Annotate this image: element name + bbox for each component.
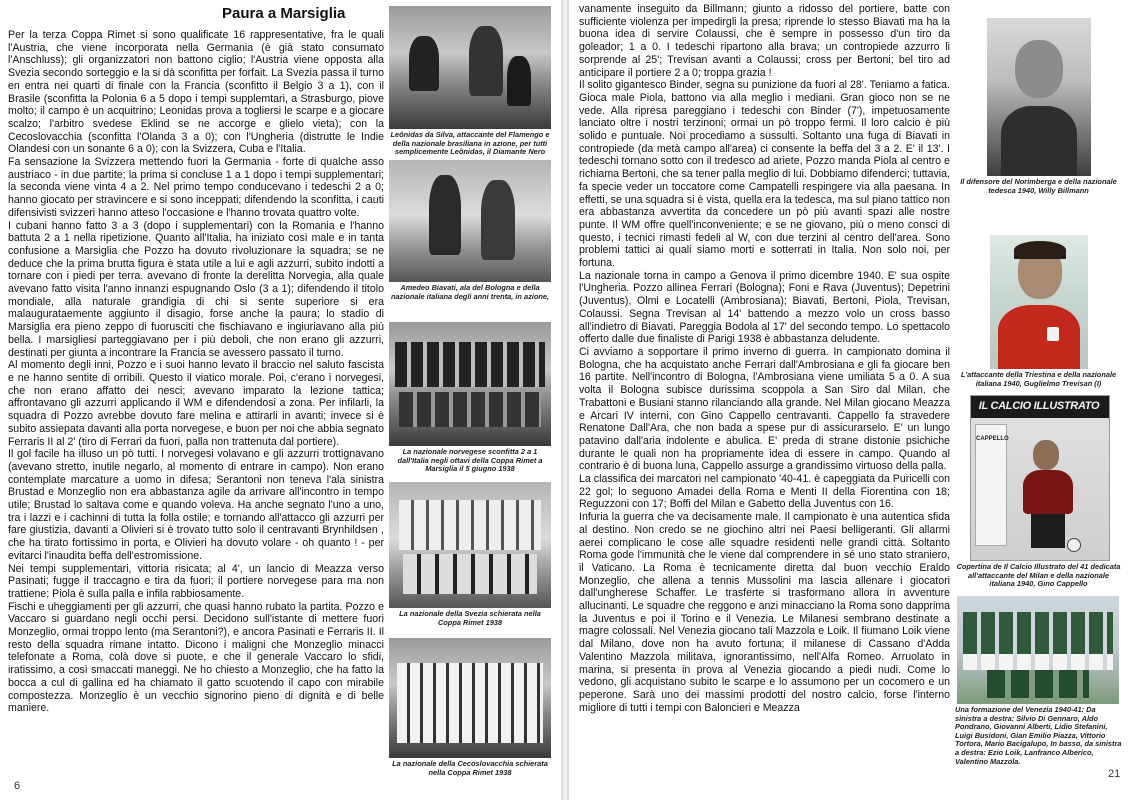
caption-venezia-team: Una formazione del Venezia 1940-41: Da sinistra a destra: Silvio Di Gennaro, Aldo Pondrano, Giovanni Alberti, Lidio Stefanini, Luigi Busidoni, Gian Emilio Piazza, Vittorio Tortora, Mario Bacigalupo, In basso, da sinistra a destra: Ezio Loik, Lanfranco Alberico, Valentino Mazzola. bbox=[955, 705, 1122, 766]
magazine-title: IL CALCIO ILLUSTRATO bbox=[978, 400, 1100, 412]
caption-czech-team: La nazionale della Cecoslovacchia schierata nella Coppa Rimet 1938 bbox=[392, 759, 548, 777]
figure-magazine-cover bbox=[955, 395, 1122, 589]
caption-trevisan: L'attaccante della Triestina e della nazionale italiana 1940, Guglielmo Trevisan (I) bbox=[960, 370, 1117, 388]
paragraph: Nei tempi supplementari, vittoria risicata; al 4', un lancio di Meazza verso Pasinati; fugge il traccagno e tira da fuori; il portiere norvegese para ma non trattiene; Piola è sulla palla e infila rabbiosamente. bbox=[8, 562, 384, 600]
figure-sweden-team bbox=[389, 482, 551, 627]
paragraph: vanamente inseguito da Billmann; giunto a ridosso del portiere, batte con sufficiente violenza per impedirgli la presa; riprende lo stesso Biavati ma ha la buona idea di servire Colaussi, che è sempre in possesso d'un tiro da goleador; 1 a 0. I tedeschi ripartono alla brava; un contropiede azzurro li sorprende al 25'; Trevisan avanti a Colaussi; cross per Bertoni; bel tiro ad anticipare il portiere 2 a 0; troppa grazia ! bbox=[579, 3, 950, 79]
caption-magazine-cover: Copertina de Il Calcio Illustrato del 41 dedicata all'attaccante del Milan e della nazionale italiana 1940, Gino Cappello bbox=[956, 562, 1121, 589]
left-article-body bbox=[8, 29, 384, 791]
photo-billmann bbox=[987, 18, 1091, 176]
photo-sweden-team bbox=[389, 482, 551, 608]
figure-leonidas bbox=[389, 6, 551, 157]
page-gutter bbox=[561, 0, 569, 800]
paragraph: Fischi e uheggiamenti per gli azzurri, che quasi hanno rubato la partita. Pozzo e Vaccaro si guardano negli occhi persi. Decidono sull'istante di mettere fuori Monzeglio, ormai troppo lento (ma Serantoni?), e ancora Pasinati e Ferraris II. Il resto della squadra rimane intatto. Dicono i maligni che Monzeglio minacci telefonate a Roma, colà dove si puote, e che il generale Vaccaro lo sfidi, iratissimo, a così smaccati maneggi. Ne ho chiesto a Monzeglio, che ha fatto la bocca a cul di gallina ed ha chiamato il gatto scuotendo il capo con mirabile compostezza. Monzeglio è un vecchio signorino pieno di dignità e di belle maniere. bbox=[8, 600, 384, 715]
caption-sweden-team: La nazionale della Svezia schierata nella Coppa Rimet 1938 bbox=[399, 609, 541, 627]
photo-trevisan bbox=[990, 235, 1088, 369]
caption-biavati: Amedeo Biavati, ala del Bologna e della nazionale italiana degli anni trenta, in azione, bbox=[390, 283, 550, 301]
paragraph: Al momento degli inni, Pozzo e i suoi hanno levato il braccio nel saluto fascista e ne hanno sentite di orribili. Questo il viatico morale. Poi, c'erano i norvegesi, che non erano affatto dei nesci; avevano imparato la lezione tattica; affrontavano gli azzurri applicando il WM e difendendosi a zona. Per infilarli, la squadra di Pozzo avrebbe dovuto fare melina e attirarli in avanti; invece si è subito assiepata davanti alla porta norvegese, e buon per noi che abbia segnato Ferraris II al 2' (tiro di Ferrari da fuori, palla non trattenuta dal portiere). bbox=[8, 359, 384, 448]
magazine-cover-name: CAPPELLO bbox=[976, 436, 1009, 442]
caption-norway-team: La nazionale norvegese sconfitta 2 a 1 dall'Italia negli ottavi della Coppa Rimet a Marsiglia il 5 giugno 1938 bbox=[397, 447, 543, 474]
article-title: Paura a Marsiglia bbox=[222, 5, 346, 22]
figure-norway-team bbox=[389, 322, 551, 474]
caption-billmann: Il difensore del Norimberga e della nazionale tedesca 1940, Willy Billmann bbox=[960, 177, 1117, 195]
paragraph: Per la terza Coppa Rimet si sono qualificate 16 rappresentative, fra le quali l'Austria, che viene incorporata nella Germania (è già stato consumato l'Anschluss); gli organizzatori non battono ciglio; l'Austria viene opposta alla Svezia secondo sorteggio e la si dà sconfitta per forfait. La Svezia passa il turno en entra nei quarti di finale con la Francia (sconfitto il Belgio 3 a 1), con il Brasile (sconfitta la Polonia 6 a 5 dopo i tempi supplemtari, a Strasburgo, piove molto; il campo è un acquitrino; Leonidas prova a togliersi le scarpe e a giocare scalzo; l'arbitro svedese Eklind se ne accorge e glielo vieta); con la Cecoslovacchia (sconfitta l'Olanda 3 a 0); con l'Ungheria (distrutte le Indie Olandesi con un sonante 6 a 0); con la Svizzera, Cuba e l'Italia. bbox=[8, 29, 384, 156]
magazine-cover bbox=[970, 395, 1110, 561]
paragraph: Fa sensazione la Svizzera mettendo fuori la Germania - forte di qualche asso austriaco - in due partite; la prima si concluse 1 a 1 dopo i tempi supplementari; la seconda viene vinta 4 a 2. Nel primo tempo conducevano i tedeschi 2 a 0; hanno giocato per stravincere e si sono inceppati; difendendo la sconfitta, i cauti difensivisti svizzeri hanno atteso l'occasione e l'hanno trovata quattro volte. bbox=[8, 156, 384, 219]
paragraph: La classifica dei marcatori nel campionato '40-41. è capeggiata da Puricelli con 22 gol; lo seguono Amadei della Roma e Menti II della Fiorentina con 18; Reguzzoni con 17; Boffi del Milan e Gabetto della Juventus con 16. bbox=[579, 473, 950, 511]
page-number: 21 bbox=[1108, 768, 1121, 780]
right-article-body bbox=[579, 3, 950, 783]
paragraph: Il solito gigantesco Binder, segna su punizione da fuori al 28'. Teniamo a fatica. Gioca male Piola, battono via alla meglio i mediani. Gran gioco non se ne vede. Alla ripresa pareggiano i tedeschi con Binder (7'), impetuosamente lanciato oltre i nostri terzinoni; ormai un pò troppo fermi. Il loro calcio è più solido e puntuale. Noi procediamo a sussulti. Soltanto una fuga di Biavati in contropiede (da metà campo all'area) ci consente la beffa del 3 a 2. E' il 13'. I tedeschi tornano sotto con il tredesco ad ariete, Pozzo manda Piola al centro e richiama Bertoni, che sa tener palla meglio di lui. Dobbiamo difenderci; tuttavia, fa specie veder un toccatore come Campatelli respingere via alla paesana. In effetti, se una squadra si è vista, quella era la tedesca, ma sul piano tattico non era abbastanza avvertita da concedere un pò più avanti spazi alle nostre punte. Il WM offre quell'inconveniente; e se ne giovano, più o meno consci di questo, i tecnici rimasti fedeli al W, con due terzini al centro dell'area. Sono problemi tattici ai quali siamo morti e sotterrati in Italia. Non solo noi, per fortuna. bbox=[579, 79, 950, 270]
figure-trevisan bbox=[955, 235, 1122, 388]
photo-leonidas bbox=[389, 6, 551, 129]
paragraph: Ci avviamo a sopportare il primo inverno di guerra. In campionato domina il Bologna, che ha acquistato anche Ferrari dall'Ambrosiana e gli fa giocare ben 16 partite. Nell'incontro di Bologna, l'Ambrosiana viene umiliata 5 a 0. A sua volta il Bologna subisce durissima scoppola a San Siro dal Milan, che Trabattoni e Busiani stanno rilanciando alla grande. Nel Milan giocano Meazza e Arcari IV interni, con Gino Cappello centravanti. Cappello fa stravedere Renatone Dall'Ara, che non bada a spese pur di assicurarselo. E' un lungo patavino dall'aria indolente e abulica. E' preda di strane distonie psichiche durante le quali non ha propriamente idea di essere in campo. Quando al contrario è di buona luna, Cappello assurge a grandissimo virtuoso della palla. bbox=[579, 345, 950, 473]
caption-leonidas: Leônidas da Silva, attaccante del Flamengo e della nazionale brasiliana in azione, per tutti semplicemente Leônidas, il Diamante Nero bbox=[390, 130, 550, 157]
figure-venezia-team bbox=[955, 596, 1122, 766]
photo-norway-team bbox=[389, 322, 551, 446]
paragraph: Il gol facile ha illuso un pò tutti. I norvegesi volavano e gli azzurri trottignavano (avevano stretto, inutile negarlo, al momento di entrare in campo). Non erano contemplate marcature a uomo in difesa; Serantoni non teneva l'ala sinistra Brustad e Monzeglio non era abbastanza agile da arrivare all'incontro in tempo utile; Brustad lo saltava come e quando voleva. Ha anche segnato l'uno a uno, tra i lazzi e i cachinni di tutta la folla ostile; e tornando all'attacco gli azzurri per fare giustizia, davanti a Olivieri si è trovato tutto solo il centravanti Brynhildsen , che ha tirato fortissimo in porta, e Olivieri ha dovuto volare - oh quanto ! - per evitarci l'inaudita beffa dell'estromissione. bbox=[8, 448, 384, 562]
photo-venezia-team bbox=[957, 596, 1119, 704]
photo-biavati bbox=[389, 160, 551, 282]
page-number: 6 bbox=[14, 780, 21, 792]
figure-czech-team bbox=[389, 638, 551, 777]
paragraph: La nazionale torna in campo a Genova il primo dicembre 1940. E' sua ospite l'Ungheria. Pozzo allinea Ferrari (Bologna); Foni e Rava (Juventus); Depetrini (Juventus), Olmi e Locatelli (Ambrosiana); Biavati, Bertoni, Piola, Trevisan, Colaussi. Segna Trevisan al 14' battendo a mezzo volo un cross basso all'indietro di Biavati. Pareggia Bodola al 17' del secondo tempo. Lo spettacolo offerto dalle due finaliste di Parigi 1938 è abbastanza deludente. bbox=[579, 269, 950, 346]
figure-biavati bbox=[389, 160, 551, 301]
figure-billmann bbox=[955, 18, 1122, 195]
photo-czech-team bbox=[389, 638, 551, 758]
paragraph: Infuria la guerra che va decisamente male. Il campionato è una autentica sfida al destino. Non credo se ne giochino altri nei Paesi belligeranti. Gli allarmi aerei complicano le cose alle squadre residenti nelle grandi città. Soltanto Roma gode l'immunità che le viene dal comprendere in sé uno stato straniero, il Vaticano. La Roma è tecnicamente diretta dal buon vecchio Eraldo Monzeglio, che allena a tennis Mussolini ma lascia allenare i giocatori dall'ungherese Schaffer. Le trasferte si trasformano allora in avventure allucinanti. Le squadre che reggono e anzi minacciano la Roma sono dapprima la Juventus e poi il Torino e il Venezia. Le Milanesi sembrano destinate a magre colossali. Nel Venezia giocano tali Mazzola e Loik. Il fiumano Loik viene dal Milano, dove non ha avuto fortuna; il milanese di Cassano d'Adda Valentino Mazzola militava, ignorantissimo, nell'Alfa Romeo. Arruolato in marina, si presenta in prova al Venezia giocando a piedi nudi. Come lo vedono, gli acquistano subito le scarpe e lo assumono per un cocomero e un peperone. Sarà uno dei massimi prodotti del nostro calcio, forse l'interno migliore di tutti i tempi con Baloncieri e Meazza bbox=[579, 511, 951, 714]
left-page bbox=[0, 0, 561, 800]
right-page bbox=[569, 0, 1130, 800]
paragraph: I cubani hanno fatto 3 a 3 (dopo i supplementari) con la Romania e l'hanno battuta 2 a 1 nella ripetizione. Quanto all'Italia, ha iniziato così male e in tanta confusione a Marsiglia che Pozzo ha dovuto rivoluzionare la squadra; se ne deduce che la prima brutta figura è stata utile a lui e agli azzurri, subito indotti a tornare con i piedi per terra. avevano di fronte la derelitta Norvegia, alla quale avevano fatto visita l'anno innanzi espugnando Oslo (3 a 1); difendendo il titolo mondiale, alla naturale grandigia di chi si sente superiore si era malaugurataemente aggiunto il disagio, forse anche la paura; lo stadio di Marsiglia era pieno zeppo di fuorusciti che fischiavano e ingiuriavano alla più bella. I marsigliesi parteggiavano per i più deboli, che non erano gli azzurri, destinati per giunta a incontrare la Francia se avessero passato il turno. bbox=[8, 219, 384, 359]
